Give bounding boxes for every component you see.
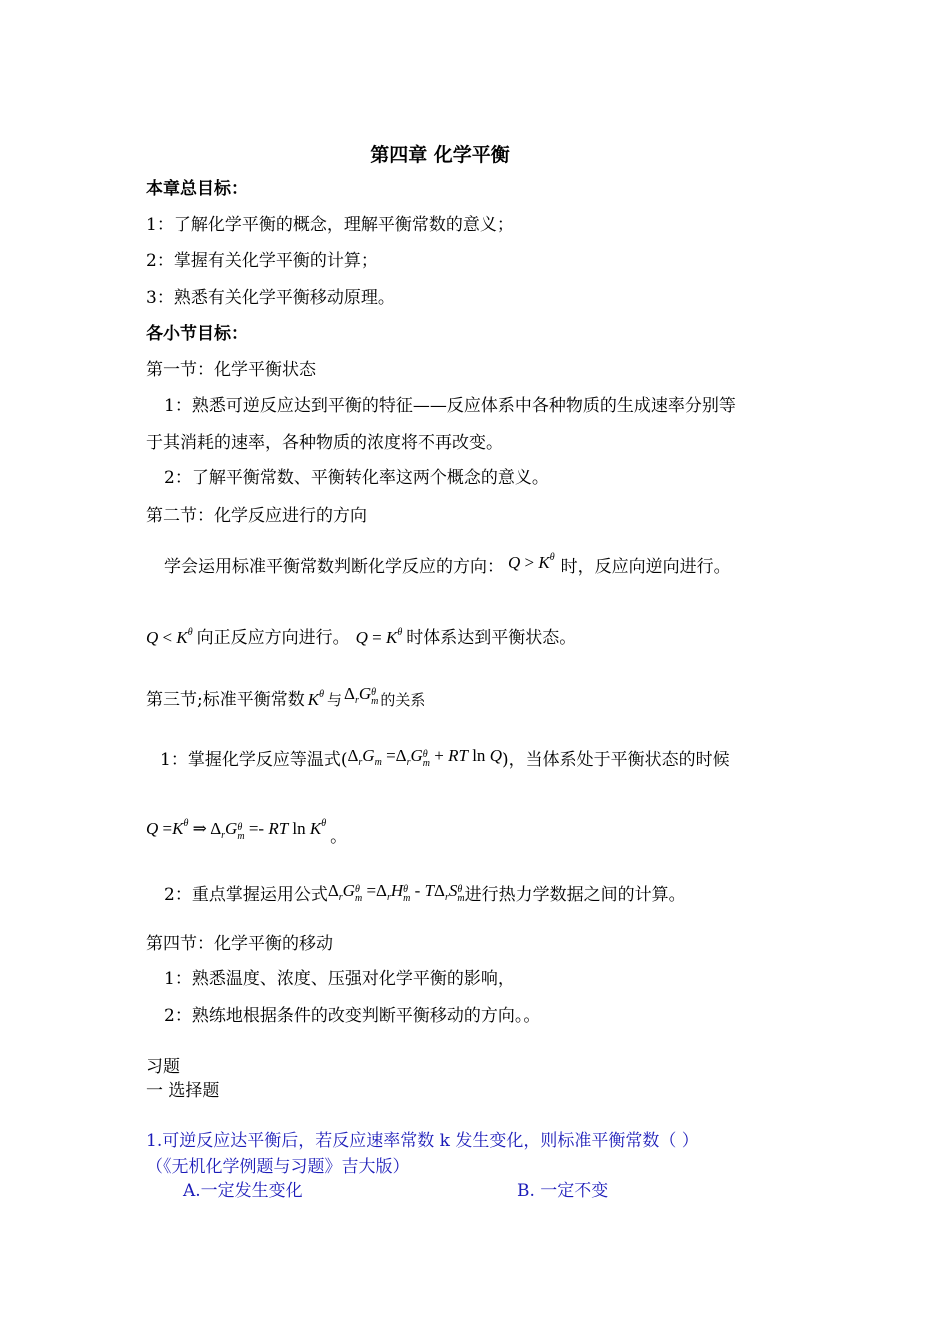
goal-item: 1：了解化学平衡的概念，理解平衡常数的意义； <box>146 215 514 235</box>
section3-item2-b: 进行热力学数据之间的计算。 <box>464 885 686 905</box>
formula-q-lt-k: $Q < K^\theta$ <box>146 627 193 647</box>
section3-heading-a: 第三节;标准平衡常数 <box>146 690 305 710</box>
section3-item1-b: )，当体系处于平衡状态的时候 <box>501 750 730 770</box>
question1-option-a: A.一定发生变化 <box>183 1181 303 1201</box>
section2-text1: 学会运用标准平衡常数判断化学反应的方向： <box>164 557 504 577</box>
chapter-title: 第四章 化学平衡 <box>370 144 510 166</box>
section1-heading: 第一节：化学平衡状态 <box>146 360 316 380</box>
section4-heading: 第四节：化学平衡的移动 <box>146 934 333 954</box>
section4-item2: 2：熟练地根据条件的改变判断平衡移动的方向。。 <box>164 1006 541 1026</box>
formula-equilibrium: $Q =K^\theta$ ⇒ $\Delta_rG$ θ m =- RT $\ln K^\theta$ <box>146 818 327 842</box>
goals-heading: 本章总目标： <box>146 179 248 199</box>
section3-heading-b: 与 <box>327 691 343 709</box>
exercises-subheading: 一 选择题 <box>146 1081 220 1101</box>
section3-item2-a: 2：重点掌握运用公式 <box>164 885 328 905</box>
section1-item1-line2: 于其消耗的速率，各种物质的浓度将不再改变。 <box>146 433 503 453</box>
question1-line2: （《无机化学例题与习题》吉大版） <box>146 1157 410 1177</box>
section3-item1 <box>160 745 730 774</box>
section-goals-heading: 各小节目标： <box>146 324 248 344</box>
section4-item1: 1：熟悉温度、浓度、压强对化学平衡的影响， <box>164 969 515 989</box>
section3-period: 。 <box>330 827 348 847</box>
section2-text3: 向正反应方向进行。 <box>196 628 350 648</box>
question1-option-b: B. 一定不变 <box>517 1181 609 1201</box>
section2-text4: 时体系达到平衡状态。 <box>406 628 577 648</box>
section3-equilibrium-line <box>146 813 347 848</box>
section3-item1-a: 1：掌握化学反应等温式( <box>160 750 348 770</box>
section3-item2 <box>164 880 686 909</box>
section3-heading-c: 的关系 <box>380 691 426 709</box>
question1-line1: 1.可逆反应达平衡后，若反应速率常数 k 发生变化，则标准平衡常数（ ） <box>146 1131 699 1151</box>
exercises-heading: 习题 <box>146 1057 180 1077</box>
formula-gibbs-helmholtz: $\Delta_rG$ θ m $=\Delta_rH$ θ m - $T\Delta_rS$ θ m <box>327 881 465 904</box>
formula-q-gt-k: $Q > K^\theta$ <box>508 552 555 572</box>
section2-heading: 第二节：化学反应进行的方向 <box>146 506 367 526</box>
section2-line1 <box>164 547 731 578</box>
goal-item: 3：熟悉有关化学平衡移动原理。 <box>146 288 395 308</box>
formula-isotherm: $\Delta_rG_m =\Delta_rG$ θ m + RT ln Q <box>347 746 502 769</box>
section3-heading <box>146 683 425 712</box>
goal-item: 2：掌握有关化学平衡的计算； <box>146 251 378 271</box>
section1-item1-line1: 1：熟悉可逆反应达到平衡的特征——反应体系中各种物质的生成速率分别等 <box>164 396 736 416</box>
section2-line2 <box>146 622 576 649</box>
section1-item2: 2：了解平衡常数、平衡转化率这两个概念的意义。 <box>164 468 549 488</box>
section2-text2: 时，反应向逆向进行。 <box>560 557 731 577</box>
formula-q-eq-k: $Q = K^\theta$ <box>355 627 403 647</box>
formula-delta-g-theta: $\Delta_rG$ θ m <box>344 684 379 707</box>
formula-k-theta: $K^\theta$ <box>307 689 324 709</box>
